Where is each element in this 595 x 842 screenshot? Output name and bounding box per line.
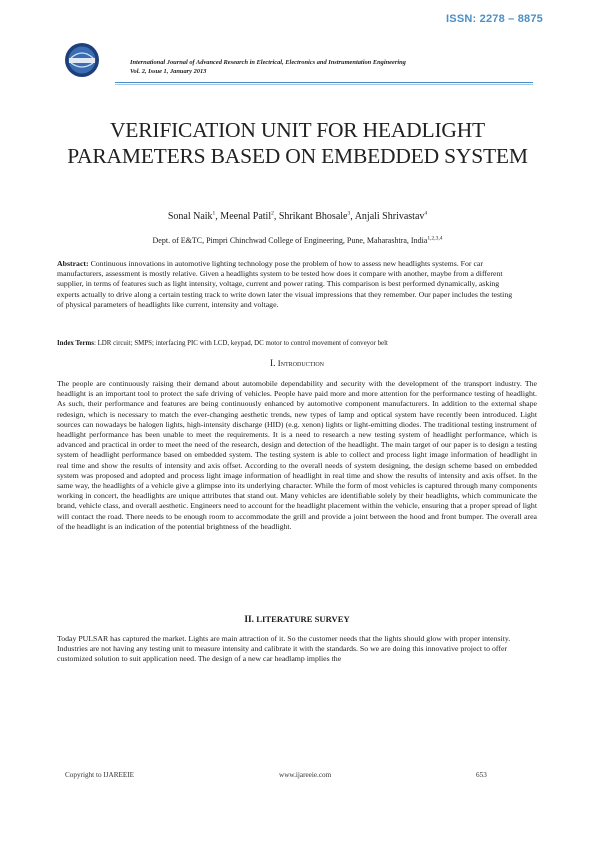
affiliation-text: Dept. of E&TC, Pimpri Chinchwad College of Engineering, Pune, Maharashtra, India <box>152 236 428 245</box>
abstract-label: Abstract: <box>57 259 89 268</box>
author-affiliation-mark: 3 <box>347 210 351 217</box>
index-terms-label: Index Terms <box>57 340 94 347</box>
header-divider <box>115 82 533 83</box>
author-affiliation-mark: 4 <box>424 210 428 217</box>
footer-copyright: Copyright to IJAREEIE <box>65 771 135 779</box>
section-title: Introduction <box>277 358 324 368</box>
journal-logo-icon <box>64 42 100 78</box>
author-name: Anjali Shrivastav <box>354 211 425 222</box>
literature-survey-paragraph: Today PULSAR has captured the market. Lights are main attraction of it. So the customer needs that the lights should glow with proper intensity. Industries are not having any testing unit to measure intensity and calibrate it with the standards. So we are doing this innovative project to offer customized solution to suit application need. The design of a new car headlamp implies the <box>57 634 511 664</box>
abstract-text: Continuous innovations in automotive lighting technology pose the problem of how to assess new headlights systems. For car manufacturers, assessment is mostly relative. Given a headlights system to be tested how does it compare with another, maybe from a different supplier, in terms of features such as light intensity, voltage, current and power rating. This comparison is best performed dynamically, asking experts actually to drive along a certain testing track to write down later the visual impressions that they remember. Our paper includes the testing of physical parameters of headlights like current, intensity and voltage. <box>57 259 513 309</box>
abstract <box>57 259 520 310</box>
journal-info <box>130 59 406 76</box>
index-terms <box>57 339 537 348</box>
author-name: Meenal Patil <box>220 211 272 222</box>
section-title: LITERATURE SURVEY <box>256 614 350 624</box>
section-number: I. <box>269 359 276 369</box>
affiliation-mark: 1,2,3,4 <box>427 235 443 242</box>
journal-volume: Vol. 2, Issue 1, January 2013 <box>130 67 207 75</box>
author-name: Sonal Naik <box>167 211 213 222</box>
section-number: II. <box>244 615 254 625</box>
author-list: Sonal Naik$^1$, Meenal Patil$^2$, Shrikant Bhosale$^3$, Anjali Shrivastav$^4$ <box>167 210 428 222</box>
issn-label: ISSN: 2278 – 8875 <box>446 13 543 25</box>
introduction-paragraph: The people are continuously raising their demand about automobile dependability and security with the development of the transport industry. The headlight is an important tool to protect the safe driving of vehicles. People have paid more and more attention for the performance testing of headlight. As such, their performance and features are being continuously enhanced by automotive component manufacturers. In addition to the external shape redesign, which is necessary to match the ever-changing aesthetic trends, new types of lamp and optical system have recently been introduced. Light sources can nowadays be halogen lights, high-intensity discharge (HID) (e.g. xenon) lights or light-emitting diodes. The traditional testing instrument of headlight performance has been unable to meet the requirements. It is a need to research a new testing system of headlight performance, which is advanced and practical in order to meet the need of the research, design and detection of the headlight. The main target of our paper is to design a testing system of headlight performance based on embedded system. The testing system is able to collect and process light image information of headlight in real time and show the results of intensity and axis offset. According to the overall needs of system designing, the design scheme based on embedded system was proposed and adopted and process light image information of headlight in real time and show the results of intensity and axis offset. In the same way, the headlights of a vehicle give a glimpse into its underlying character. While the form of most vehicles is captured through many components working in concert, the headlights are unique attributes that stand out. Many vehicles are identifiable solely by their headlights, which communicate the brand, vehicle class, and overall aesthetic. Engineers need to account for the headlight placement within the vehicle, ensuring that a proper spread of light will contact the road. There needs to be enough room to accommodate the grill and provide a joint between the hood and front bumper. The overall area of the headlight is an indication of the potential brightness of the headlight. <box>57 379 537 531</box>
index-terms-text: : LDR circuit; SMPS; interfacing PIC with LCD, keypad, DC motor to control movement of conveyor belt <box>93 340 388 347</box>
affiliation <box>40 236 555 245</box>
paper-title: VERIFICATION UNIT FOR HEADLIGHT PARAMETERS BASED ON EMBEDDED SYSTEM <box>67 118 528 168</box>
header-divider-secondary <box>115 84 533 85</box>
author-affiliation-mark: 1 <box>212 210 216 217</box>
footer-website: www.ijareeie.com <box>279 771 332 779</box>
journal-name: International Journal of Advanced Research in Electrical, Electronics and Instrumentation Engineering <box>130 59 406 66</box>
author-affiliation-mark: 2 <box>271 210 274 217</box>
footer-page-number: 653 <box>476 771 487 779</box>
section-heading-introduction <box>57 358 537 370</box>
section-heading-literature-survey <box>57 614 537 626</box>
author-name: Shrikant Bhosale <box>278 211 348 222</box>
